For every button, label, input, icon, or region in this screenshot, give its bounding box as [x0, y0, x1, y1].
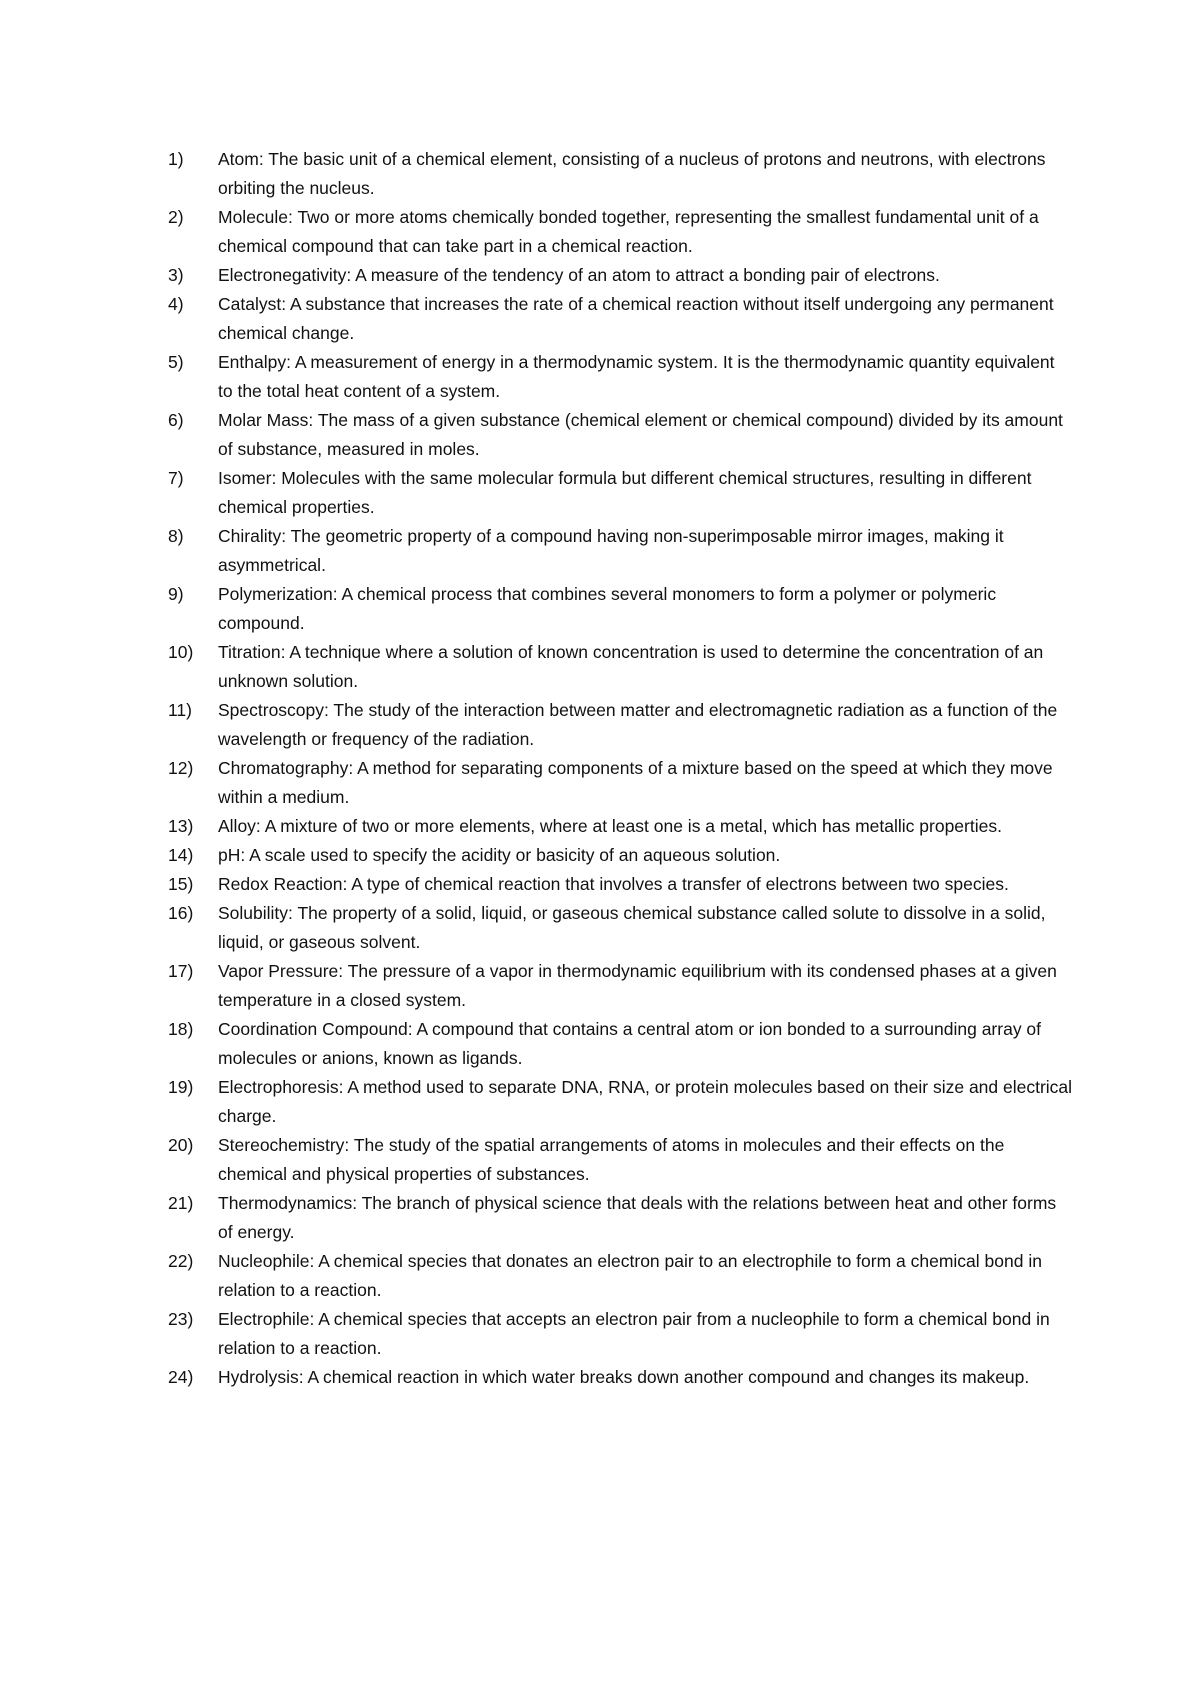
entry-definition: Electrophile: A chemical species that accepts an electron pair from a nucleophile to form a chemical bond in relation to a reaction. [218, 1309, 1050, 1358]
entry-number: 12) [168, 758, 194, 778]
entry-definition: Alloy: A mixture of two or more elements, where at least one is a metal, which has metallic properties. [218, 816, 1002, 836]
entry-definition: Polymerization: A chemical process that combines several monomers to form a polymer or polymeric compound. [218, 584, 997, 633]
glossary-entry [168, 696, 1073, 754]
glossary-entry [168, 1015, 1073, 1073]
entry-definition: Molecule: Two or more atoms chemically bonded together, representing the smallest fundamental unit of a chemical compound that can take part in a chemical reaction. [218, 207, 1039, 256]
entry-number: 14) [168, 845, 194, 865]
entry-number: 23) [168, 1309, 194, 1329]
entry-number: 10) [168, 642, 194, 662]
entry-number: 22) [168, 1251, 194, 1271]
entry-definition: Molar Mass: The mass of a given substance (chemical element or chemical compound) divided by its amount of substance, measured in moles. [218, 410, 1063, 459]
entry-definition: Titration: A technique where a solution of known concentration is used to determine the concentration of an unknown solution. [218, 642, 1044, 691]
entry-definition: Vapor Pressure: The pressure of a vapor in thermodynamic equilibrium with its condensed phases at a given temperature in a closed system. [218, 961, 1057, 1010]
glossary-entry [168, 1247, 1073, 1305]
entry-number: 5) [168, 352, 184, 372]
entry-definition: Coordination Compound: A compound that contains a central atom or ion bonded to a surrounding array of molecules or anions, known as ligands. [218, 1019, 1042, 1068]
entry-definition: Isomer: Molecules with the same molecular formula but different chemical structures, resulting in different chemical properties. [218, 468, 1032, 517]
glossary-entry [168, 1073, 1073, 1131]
entry-number: 24) [168, 1367, 194, 1387]
glossary-entry [168, 812, 1073, 841]
entry-number: 15) [168, 874, 194, 894]
entry-number: 13) [168, 816, 194, 836]
entry-definition: Thermodynamics: The branch of physical science that deals with the relations between heat and other forms of energy. [218, 1193, 1057, 1242]
glossary-entry [168, 870, 1073, 899]
entry-definition: Redox Reaction: A type of chemical reaction that involves a transfer of electrons between two species. [218, 874, 1009, 894]
entry-definition: Stereochemistry: The study of the spatial arrangements of atoms in molecules and their effects on the chemical and physical properties of substances. [218, 1135, 1005, 1184]
entry-definition: Electrophoresis: A method used to separate DNA, RNA, or protein molecules based on their size and electrical charge. [218, 1077, 1073, 1126]
glossary-entry [168, 406, 1073, 464]
glossary-entry [168, 1305, 1073, 1363]
glossary-entry [168, 899, 1073, 957]
entry-number: 19) [168, 1077, 194, 1097]
glossary-entry [168, 754, 1073, 812]
entry-number: 18) [168, 1019, 194, 1039]
glossary-entry [168, 580, 1073, 638]
entry-number: 11) [168, 700, 192, 720]
entry-definition: Chromatography: A method for separating components of a mixture based on the speed at which they move within a medium. [218, 758, 1053, 807]
glossary-entry [168, 1363, 1073, 1392]
entry-number: 8) [168, 526, 184, 546]
entry-definition: Spectroscopy: The study of the interaction between matter and electromagnetic radiation as a function of the wavelength or frequency of the radiation. [218, 700, 1058, 749]
entry-number: 20) [168, 1135, 194, 1155]
entry-number: 3) [168, 265, 184, 285]
entry-number: 9) [168, 584, 184, 604]
glossary-entry [168, 841, 1073, 870]
entry-definition: Atom: The basic unit of a chemical element, consisting of a nucleus of protons and neutrons, with electrons orbiting the nucleus. [218, 149, 1046, 198]
entry-number: 6) [168, 410, 184, 430]
chemistry-glossary-list [168, 145, 1073, 1392]
entry-definition: Electronegativity: A measure of the tendency of an atom to attract a bonding pair of electrons. [218, 265, 940, 285]
entry-number: 2) [168, 207, 184, 227]
glossary-entry [168, 203, 1073, 261]
glossary-entry [168, 261, 1073, 290]
entry-definition: Nucleophile: A chemical species that donates an electron pair to an electrophile to form a chemical bond in relation to a reaction. [218, 1251, 1042, 1300]
entry-number: 7) [168, 468, 184, 488]
glossary-entry [168, 638, 1073, 696]
entry-definition: Catalyst: A substance that increases the rate of a chemical reaction without itself undergoing any permanent chemical change. [218, 294, 1054, 343]
entry-definition: Solubility: The property of a solid, liquid, or gaseous chemical substance called solute to dissolve in a solid, liquid, or gaseous solvent. [218, 903, 1046, 952]
glossary-entry [168, 1131, 1073, 1189]
entry-definition: Chirality: The geometric property of a compound having non-superimposable mirror images, making it asymmetrical. [218, 526, 1004, 575]
glossary-entry [168, 522, 1073, 580]
entry-definition: Hydrolysis: A chemical reaction in which water breaks down another compound and changes its makeup. [218, 1367, 1030, 1387]
glossary-entry [168, 1189, 1073, 1247]
entry-number: 17) [168, 961, 194, 981]
entry-number: 1) [168, 149, 184, 169]
entry-definition: pH: A scale used to specify the acidity or basicity of an aqueous solution. [218, 845, 781, 865]
glossary-entry [168, 464, 1073, 522]
entry-number: 4) [168, 294, 184, 314]
glossary-entry [168, 348, 1073, 406]
glossary-entry [168, 145, 1073, 203]
entry-number: 16) [168, 903, 194, 923]
entry-number: 21) [168, 1193, 194, 1213]
glossary-entry [168, 290, 1073, 348]
glossary-entry [168, 957, 1073, 1015]
entry-definition: Enthalpy: A measurement of energy in a thermodynamic system. It is the thermodynamic quantity equivalent to the total heat content of a system. [218, 352, 1055, 401]
